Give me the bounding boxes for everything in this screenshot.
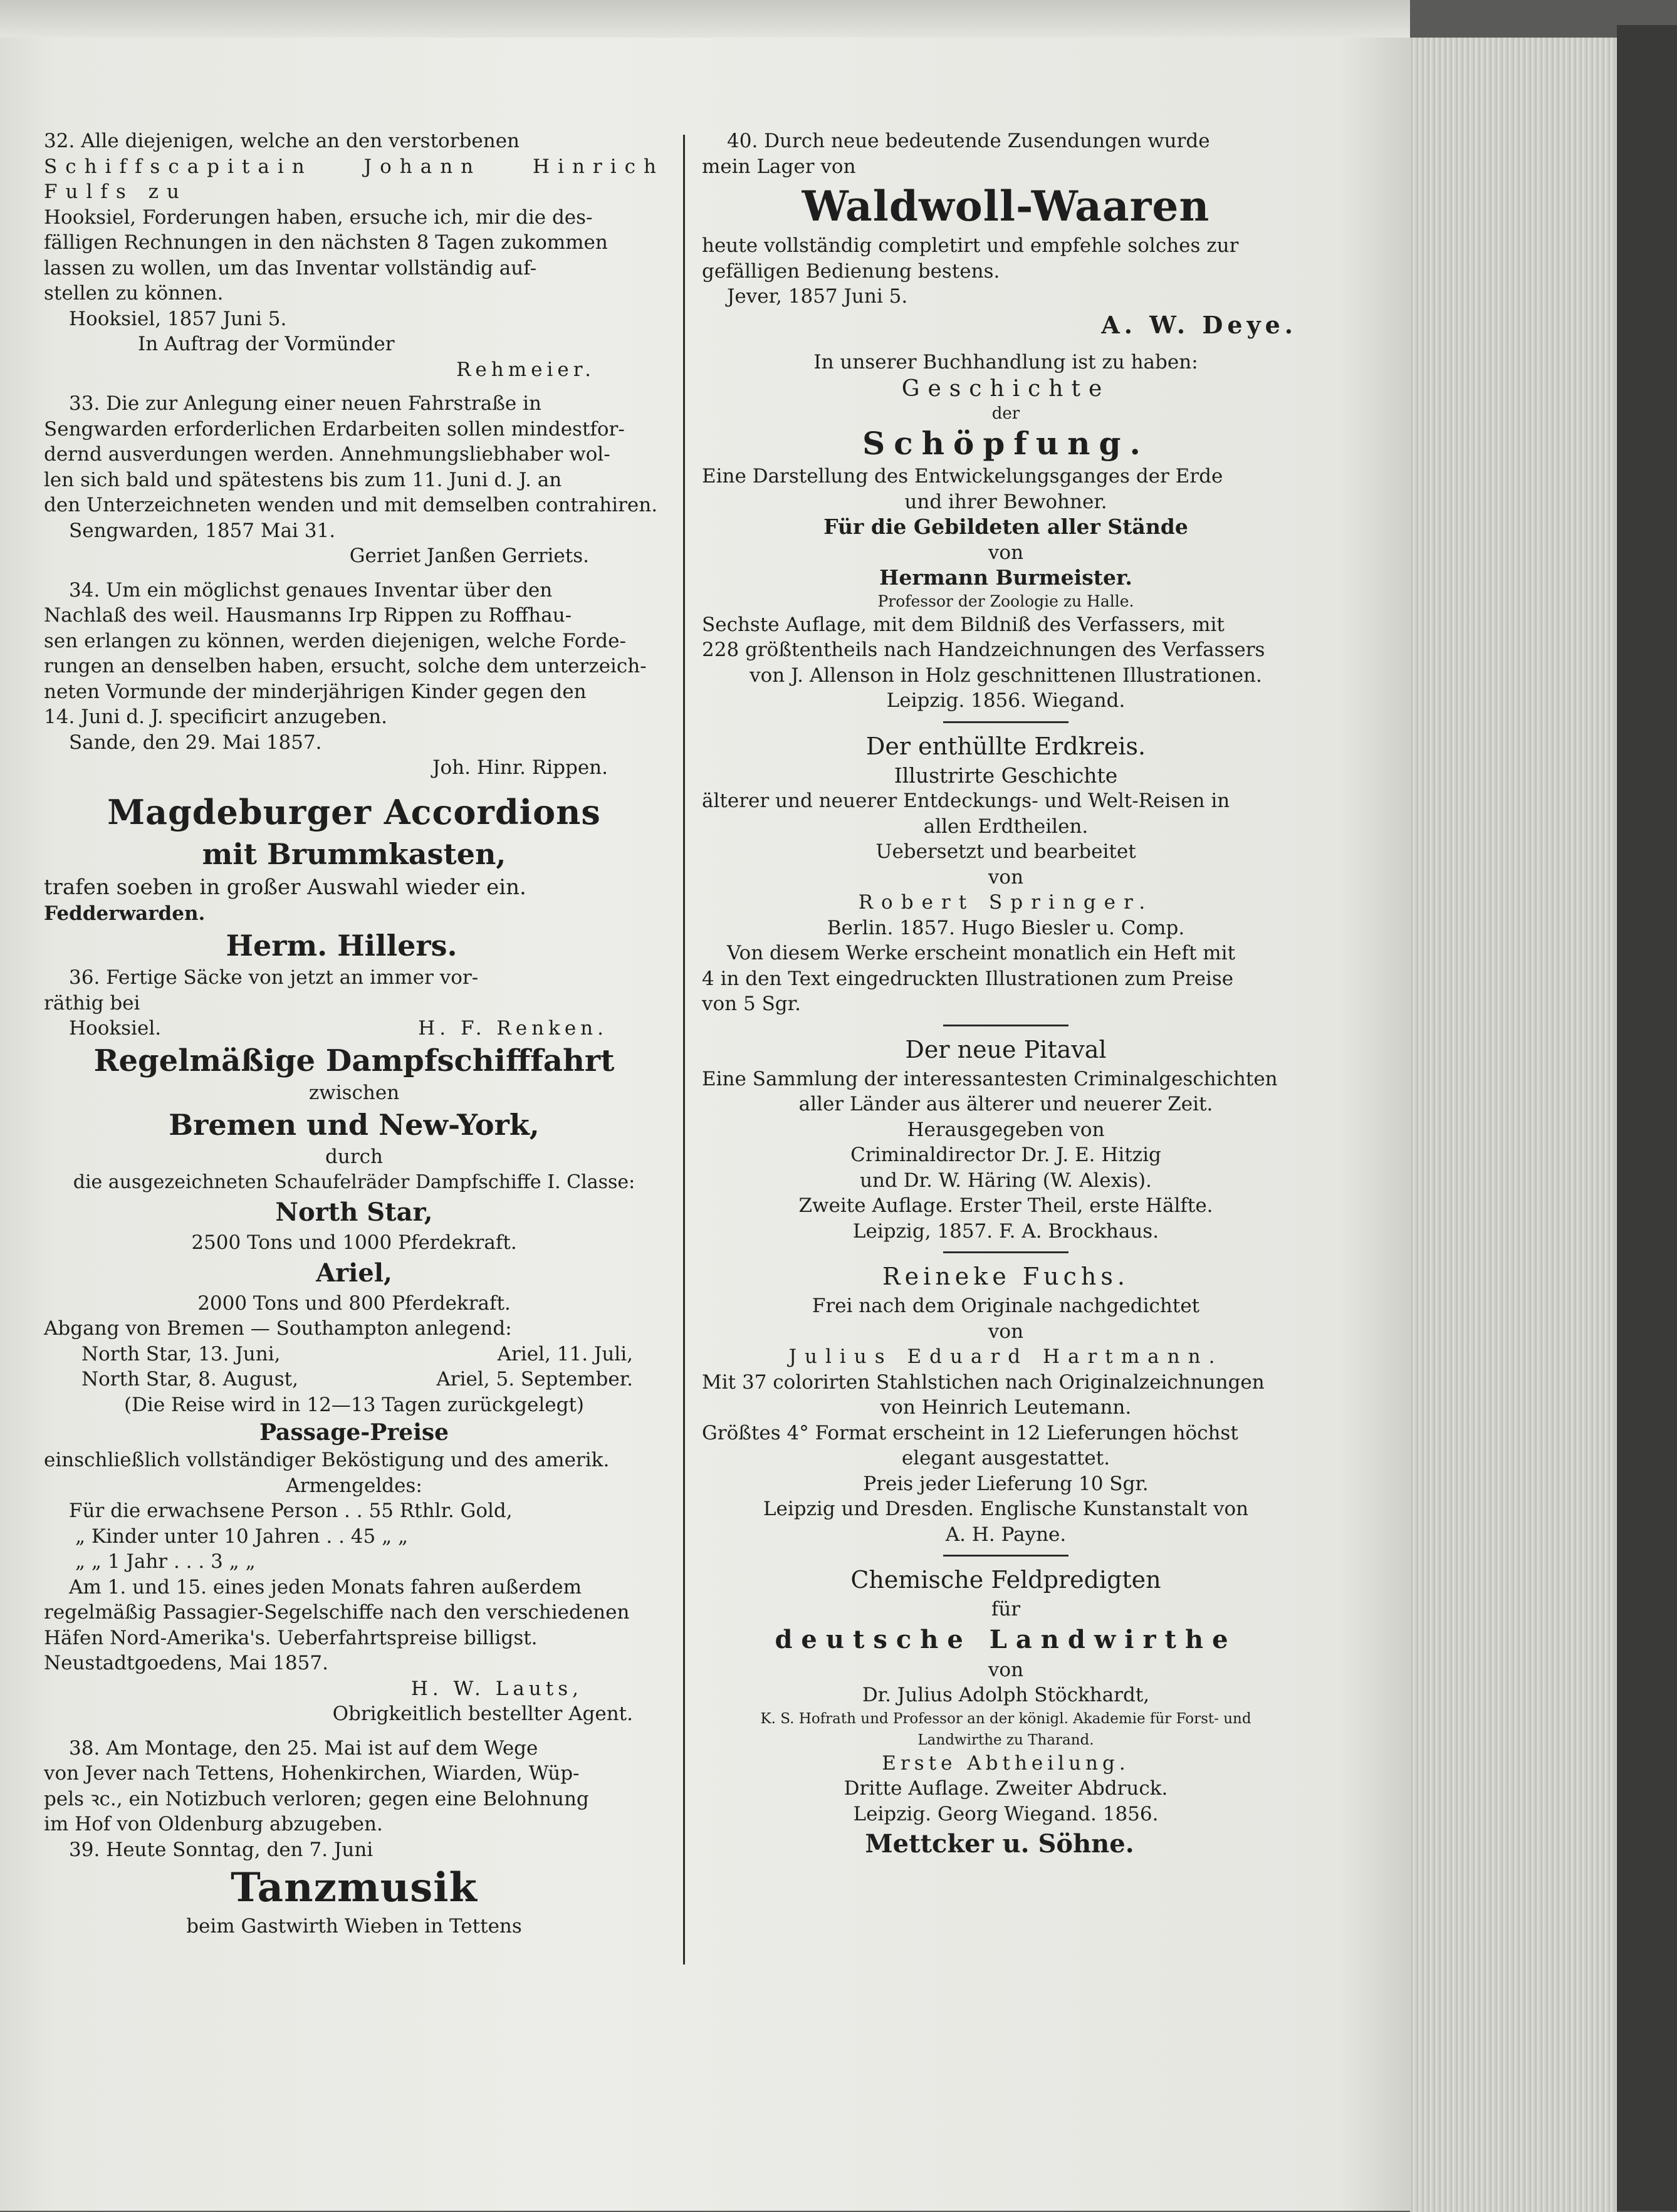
book-feldpredigten (702, 1563, 1310, 1827)
text-line: Herausgegeben von (907, 1118, 1105, 1141)
text-line: heute vollständig completirt und empfehle solches zur (702, 234, 1239, 257)
text-line: sen erlangen zu können, werden diejenigen, welche Forde- (44, 629, 626, 652)
text-line: Armengeldes: (286, 1474, 422, 1497)
text-line: fälligen Rechnungen in den nächsten 8 Tagen zukommen (44, 231, 608, 254)
text-line: allen Erdtheilen. (923, 815, 1089, 838)
text-line: (Die Reise wird in 12—13 Tagen zurückgelegt) (123, 1393, 585, 1416)
text-line: durch (325, 1145, 383, 1168)
signature: Rehmeier. (456, 358, 595, 381)
text-line: 36. Fertige Säcke von jetzt an immer vor- (69, 966, 479, 989)
text-line: 14. Juni d. J. specificirt anzugeben. (44, 706, 387, 728)
headline: Magdeburger Accordions (107, 791, 601, 832)
schedule-right: Ariel, 5. September. (436, 1368, 633, 1390)
bookseller-signature: Mettcker u. Söhne. (865, 1829, 1134, 1859)
text-line: den Unterzeichneten wenden und mit demselben contrahiren. (44, 494, 658, 516)
ad-33 (44, 391, 664, 569)
book-erdkreis (702, 729, 1310, 1017)
text-line: Eine Darstellung des Entwickelungsganges der Erde (702, 465, 1223, 488)
place-date: Sengwarden, 1857 Mai 31. (69, 519, 336, 542)
book-edge-shadow (1617, 25, 1677, 2211)
text-line: 38. Am Montage, den 25. Mai ist auf dem Wege (69, 1736, 538, 1760)
author: Robert Springer. (858, 891, 1154, 914)
text-line: Größtes 4° Format erscheint in 12 Lieferungen höchst (702, 1421, 1238, 1444)
text-line: Häfen Nord-Amerika's. Ueberfahrtspreise billigst. (44, 1626, 538, 1649)
text-line: Sengwarden erforderlichen Erdarbeiten sollen mindestfor- (44, 417, 625, 441)
signature: Gerriet Janßen Gerriets. (349, 545, 589, 567)
ship-name: Ariel, (316, 1258, 392, 1288)
title: Chemische Feldpredigten (850, 1566, 1161, 1594)
ad-38 (44, 1736, 664, 1837)
place-date: Hooksiel, 1857 Juni 5. (69, 307, 287, 330)
column-divider (683, 135, 685, 1964)
headline: Tanzmusik (231, 1864, 478, 1911)
text-line: von (988, 865, 1024, 889)
book-schoepfung (702, 375, 1310, 714)
ship-size: 2000 Tons und 800 Pferdekraft. (197, 1291, 511, 1315)
text-line: Schiffscapitain Johann Hinrich Fulfs zu (44, 155, 664, 203)
signature: Herm. Hillers. (226, 929, 457, 963)
place: Fedderwarden. (44, 902, 206, 925)
books-intro: In unserer Buchhandlung ist zu haben: (813, 350, 1198, 373)
text-line: von Jever nach Tettens, Hohenkirchen, Wiarden, Wüp- (44, 1762, 580, 1785)
signature: H. W. Lauts, (410, 1677, 583, 1700)
ad-37-steamship (44, 1041, 664, 1727)
author-title: Landwirthe zu Tharand. (917, 1731, 1094, 1748)
text-line: len sich bald und spätestens bis zum 11. Juni d. J. an (44, 468, 562, 491)
edition: Dritte Auflage. Zweiter Abdruck. (844, 1777, 1168, 1800)
imprint: Leipzig, 1857. F. A. Brockhaus. (852, 1219, 1159, 1243)
subtitle: Illustrirte Geschichte (894, 763, 1118, 788)
mandate-line: In Auftrag der Vormünder (138, 333, 395, 355)
text-line: der (991, 404, 1020, 423)
text-line: pels ꝛc., ein Notizbuch verloren; gegen eine Belohnung (44, 1787, 589, 1810)
book-page-edges (1410, 38, 1617, 2212)
text-line: 33. Die zur Anlegung einer neuen Fahrstraße in (69, 392, 541, 415)
text-line: zwischen (308, 1081, 400, 1104)
text-line: dernd ausverdungen werden. Annehmungsliebhaber wol- (44, 443, 610, 466)
ad-34 (44, 578, 664, 781)
place: Hooksiel. (69, 1017, 162, 1040)
title: Der neue Pitaval (905, 1035, 1107, 1063)
text-line: die ausgezeichneten Schaufelräder Dampfschiffe I. Classe: (73, 1171, 635, 1193)
signature: A. W. Deye. (1101, 310, 1297, 339)
text-line: von (988, 1320, 1024, 1343)
text-line: von 5 Sgr. (702, 993, 801, 1015)
text-line: neten Vormunde der minderjährigen Kinder gegen den (44, 680, 587, 703)
text-line: und ihrer Bewohner. (904, 490, 1107, 513)
title: Reineke Fuchs. (882, 1263, 1129, 1290)
text-line: Nachlaß des weil. Hausmanns Irp Rippen zu Roffhau- (44, 604, 572, 627)
separator-rule (943, 721, 1068, 723)
route: Bremen und New-York, (169, 1108, 540, 1142)
edition: Zweite Auflage. Erster Theil, erste Hälfte. (798, 1194, 1213, 1217)
price-line: „ „ 1 Jahr . . . 3 „ „ (75, 1550, 256, 1573)
place-date: Sande, den 29. Mai 1857. (69, 731, 322, 754)
text-line: von Heinrich Leutemann. (880, 1396, 1132, 1419)
text-line: Eine Sammlung der interessantesten Criminalgeschichten (702, 1067, 1278, 1090)
text-line: einschließlich vollständiger Beköstigung und des amerik. (44, 1449, 610, 1471)
price-line: „ Kinder unter 10 Jahren . . 45 „ „ (75, 1525, 409, 1548)
signature: H. F. Renken. (418, 1017, 608, 1040)
separator-rule (943, 1025, 1068, 1026)
text-line: 32. Alle diejenigen, welche an den verstorbenen (44, 130, 520, 152)
text-line: Mit 37 colorirten Stahlstichen nach Originalzeichnungen (702, 1370, 1265, 1394)
text-line: Von diesem Werke erscheint monatlich ein Heft mit (727, 942, 1236, 964)
headline: Waldwoll-Waaren (802, 182, 1210, 231)
right-column (702, 128, 1310, 1862)
text-line: von (988, 541, 1024, 564)
signature: Joh. Hinr. Rippen. (432, 756, 608, 779)
ad-39 (44, 1837, 664, 1939)
part: Erste Abtheilung. (882, 1751, 1130, 1775)
text-line: aller Länder aus älterer und neuerer Zeit. (798, 1093, 1213, 1115)
text-line: 40. Durch neue bedeutende Zusendungen wurde (727, 130, 1210, 152)
text-line: von J. Allenson in Holz geschnittenen Illustrationen. (750, 664, 1262, 687)
editor: und Dr. W. Häring (W. Alexis). (860, 1169, 1152, 1192)
text-line: 34. Um ein möglichst genaues Inventar über den (69, 578, 553, 602)
schedule-row (44, 1342, 664, 1367)
text-line: im Hof von Oldenburg abzugeben. (44, 1813, 383, 1835)
title: Schöpfung. (862, 425, 1149, 462)
ship-size: 2500 Tons und 1000 Pferdekraft. (191, 1231, 517, 1254)
separator-rule (943, 1555, 1068, 1557)
place-date: Jever, 1857 Juni 5. (727, 285, 908, 308)
ad-36 (44, 965, 664, 1041)
schedule-row (44, 1367, 664, 1392)
text-line: räthig bei (44, 991, 140, 1015)
text-line: beim Gastwirth Wieben in Tettens (186, 1915, 522, 1938)
title: Der enthüllte Erdkreis. (865, 732, 1146, 760)
author-title: K. S. Hofrath und Professor an der königl. Akademie für Forst- und (760, 1710, 1251, 1727)
text-line: Uebersetzt und bearbeitet (875, 840, 1136, 863)
subtitle: Frei nach dem Originale nachgedichtet (812, 1295, 1200, 1317)
ad-32 (44, 128, 664, 382)
author: Julius Eduard Hartmann. (788, 1345, 1223, 1368)
left-column (44, 128, 664, 1939)
audience: deutsche Landwirthe (775, 1624, 1237, 1654)
ship-name: North Star, (275, 1197, 433, 1227)
imprint: Leipzig und Dresden. Englische Kunstanstalt von (763, 1498, 1249, 1520)
publisher: A. H. Payne. (945, 1523, 1067, 1546)
imprint: Leipzig. 1856. Wiegand. (886, 689, 1126, 712)
text-line: trafen soeben in großer Auswahl wieder ein. (44, 874, 526, 900)
price-line: Für die erwachsene Person . . 55 Rthlr. Gold, (69, 1500, 513, 1522)
text-line: für (991, 1598, 1021, 1620)
text-line: gefälligen Bedienung bestens. (702, 259, 1000, 283)
page-top-shadow (0, 0, 1410, 38)
separator-rule (943, 1251, 1068, 1253)
author: Hermann Burmeister. (879, 565, 1132, 590)
book-reineke (702, 1260, 1310, 1547)
schedule-left: North Star, 8. August, (81, 1368, 298, 1390)
signer-title: Obrigkeitlich bestellter Agent. (332, 1703, 633, 1725)
text-line: rungen an denselben haben, ersucht, solche dem unterzeich- (44, 655, 647, 677)
text-line: 4 in den Text eingedruckten Illustrationen zum Preise (702, 967, 1234, 990)
text-line: stellen zu können. (44, 282, 224, 305)
book-pitaval (702, 1033, 1310, 1244)
author: Dr. Julius Adolph Stöckhardt, (862, 1684, 1150, 1706)
text-line: 228 größtentheils nach Handzeichnungen des Verfassers (702, 639, 1265, 661)
text-line: Sechste Auflage, mit dem Bildniß des Verfassers, mit (702, 613, 1225, 636)
editor: Criminaldirector Dr. J. E. Hitzig (850, 1144, 1161, 1166)
text-line: Am 1. und 15. eines jeden Monats fahren außerdem (69, 1575, 582, 1599)
ad-35 (44, 790, 664, 966)
text-line: 39. Heute Sonntag, den 7. Juni (69, 1838, 374, 1861)
schedule-left: North Star, 13. Juni, (81, 1342, 281, 1365)
text-line: regelmäßig Passagier-Segelschiffe nach den verschiedenen (44, 1601, 630, 1624)
audience: Für die Gebildeten aller Stände (823, 514, 1188, 539)
imprint: Leipzig. Georg Wiegand. 1856. (853, 1802, 1159, 1825)
imprint: Berlin. 1857. Hugo Biesler u. Comp. (827, 916, 1185, 939)
prices-title: Passage-Preise (259, 1419, 449, 1446)
text-line: Hooksiel, Forderungen haben, ersuche ich, mir die des- (44, 206, 593, 229)
text-line: lassen zu wollen, um das Inventar vollständig auf- (44, 256, 537, 279)
text-line: von (988, 1658, 1024, 1681)
ad-40 (702, 128, 1310, 341)
title-line: Geschichte (901, 376, 1110, 402)
text-line: elegant ausgestattet. (901, 1447, 1110, 1469)
schedule-right: Ariel, 11. Juli, (497, 1342, 633, 1365)
headline: Regelmäßige Dampfschifffahrt (93, 1043, 615, 1078)
price: Preis jeder Lieferung 10 Sgr. (863, 1472, 1149, 1495)
place-date: Neustadtgoedens, Mai 1857. (44, 1652, 328, 1674)
author-title: Professor der Zoologie zu Halle. (877, 592, 1134, 610)
text-line: Abgang von Bremen — Southampton anlegend: (44, 1317, 512, 1340)
text-line: älterer und neuerer Entdeckungs- und Welt-Reisen in (702, 790, 1230, 812)
subheadline: mit Brummkasten, (202, 837, 506, 871)
text-line: mein Lager von (702, 155, 856, 178)
